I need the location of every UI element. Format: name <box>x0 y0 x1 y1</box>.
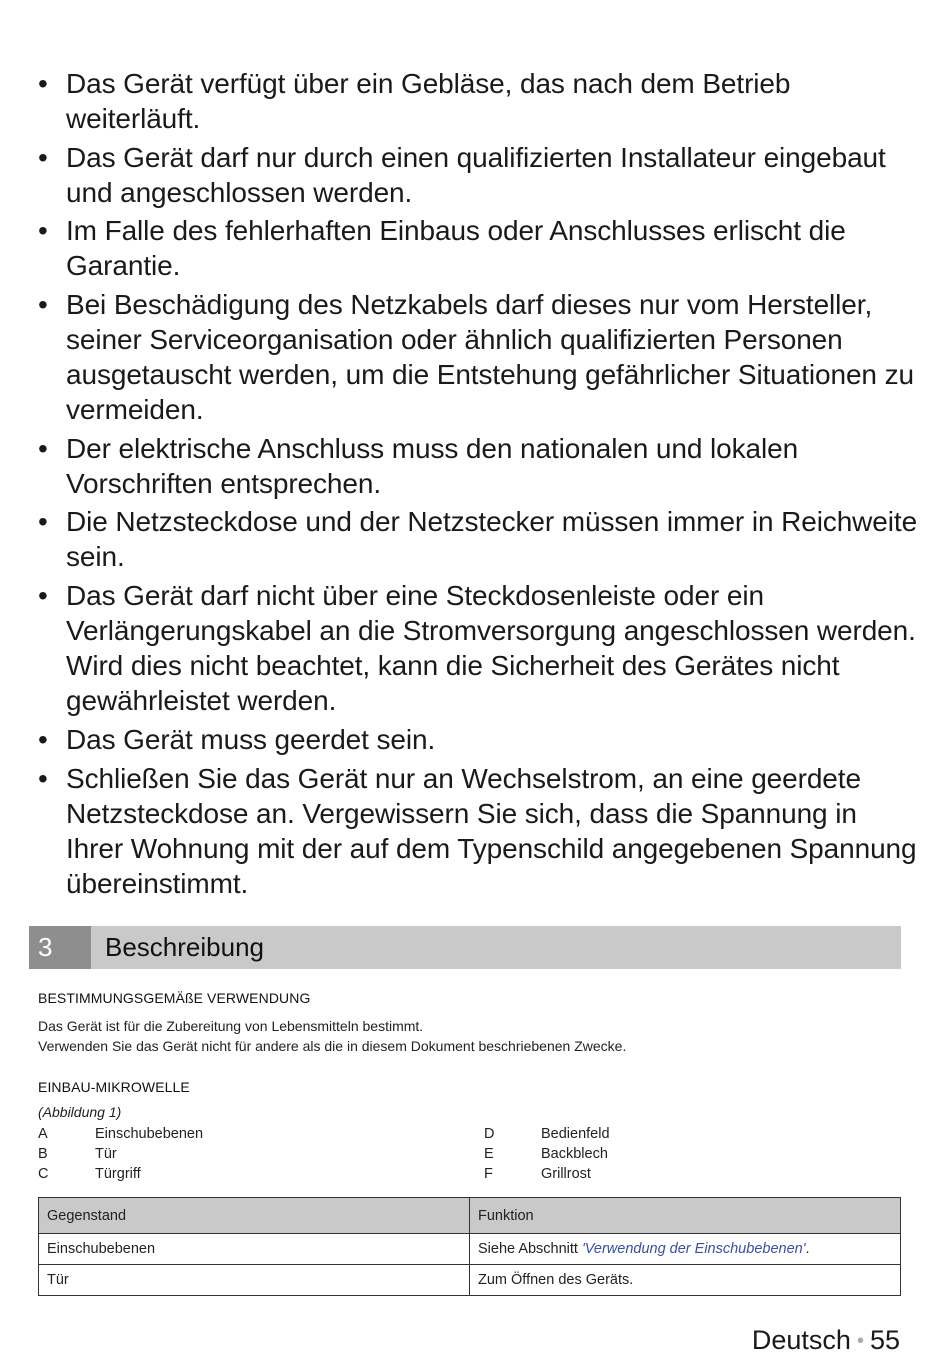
legend-row: A Einschubebenen <box>38 1126 204 1142</box>
table-header-row <box>39 1198 901 1234</box>
column-header-item: Gegenstand <box>39 1198 470 1234</box>
list-item: • Der elektrische Anschluss muss den nationalen und lokalen Vorschriften entsprechen. <box>38 432 799 499</box>
function-table <box>38 1197 901 1296</box>
list-item: • Das Gerät darf nicht über eine Steckdosenleiste oder ein Verlängerungskabel an die Stromversorgung angeschlossen werden. Wird dies nicht beachtet, kann die Sicherheit des Gerätes nicht gewährleistet werden. <box>38 580 916 717</box>
column-header-function: Funktion <box>470 1198 901 1234</box>
list-item: • Schließen Sie das Gerät nur an Wechselstrom, an eine geerdete Netzsteckdose an. Vergewissern Sie sich, dass die Spannung in Ihrer Wohnung mit der auf dem Typenschild angegebenen Spannung übereinstimmt. <box>38 762 917 899</box>
table-row <box>39 1265 901 1296</box>
section-header <box>29 926 901 969</box>
table-cell: Tür <box>39 1265 470 1296</box>
list-item: • Das Gerät muss geerdet sein. <box>38 723 436 755</box>
intended-use-heading: BESTIMMUNGSGEMÄßE VERWENDUNG <box>38 990 311 1006</box>
legend-row: D Bedienfeld <box>484 1126 610 1142</box>
table-cell: Zum Öffnen des Geräts. <box>470 1265 901 1296</box>
list-item: • Das Gerät darf nur durch einen qualifizierten Installateur eingebaut und angeschlossen werden. <box>38 141 886 208</box>
microwave-heading: EINBAU-MIKROWELLE <box>38 1079 190 1095</box>
section-link[interactable]: 'Verwendung der Einschubebenen' <box>582 1241 806 1257</box>
legend-row: C Türgriff <box>38 1166 141 1182</box>
section-title: Beschreibung <box>105 932 264 962</box>
list-item: • Im Falle des fehlerhaften Einbaus oder Anschlusses erlischt die Garantie. <box>38 215 846 282</box>
footer-language: Deutsch <box>751 1325 851 1355</box>
table-row <box>39 1234 901 1265</box>
list-item: • Das Gerät verfügt über ein Gebläse, das nach dem Betrieb weiterläuft. <box>38 68 791 134</box>
list-item: • Die Netzsteckdose und der Netzstecker müssen immer in Reichweite sein. <box>38 506 918 573</box>
table-cell: Einschubebenen <box>39 1234 470 1265</box>
legend-right <box>484 1124 610 1184</box>
intended-use-text-2: Verwenden Sie das Gerät nicht für andere als die in diesem Dokument beschriebenen Zwecke. <box>38 1038 627 1054</box>
legend-row: E Backblech <box>484 1146 608 1162</box>
intended-use-text-1: Das Gerät ist für die Zubereitung von Lebensmitteln bestimmt. <box>38 1018 424 1034</box>
table-cell: Siehe Abschnitt 'Verwendung der Einschubebenen'. <box>470 1234 901 1265</box>
safety-bullet-list <box>38 66 918 904</box>
section-number: 3 <box>29 926 91 969</box>
legend-left <box>38 1124 203 1184</box>
legend-row: F Grillrost <box>484 1166 591 1182</box>
list-item: • Bei Beschädigung des Netzkabels darf dieses nur vom Hersteller, seiner Serviceorganisation oder ähnlich qualifizierten Personen ausgetauscht werden, um die Entstehung gefährlicher Situationen zu vermeiden. <box>38 289 914 426</box>
page-footer <box>752 1325 900 1356</box>
legend-row: B Tür <box>38 1146 117 1162</box>
page-number: 55 <box>869 1325 900 1355</box>
footer-separator: • <box>856 1330 864 1353</box>
figure-caption: (Abbildung 1) <box>38 1104 122 1120</box>
